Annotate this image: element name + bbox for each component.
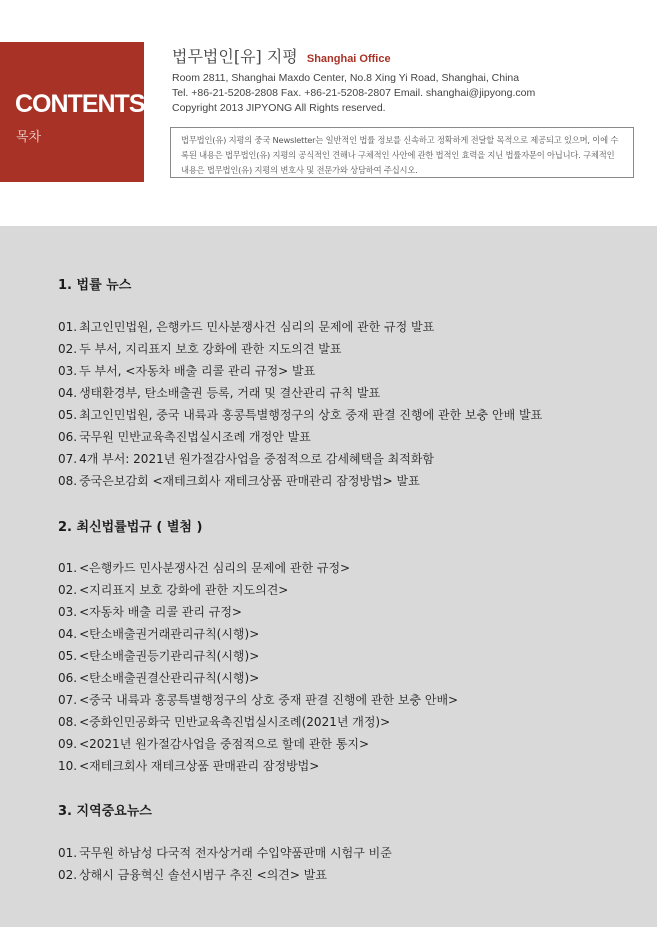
item-number: 03. <box>58 605 78 619</box>
item-text: 중국은보감회 <재테크회사 재테크상품 판매관리 잠정방법> 발표 <box>79 474 420 488</box>
item-text: 두 부서, 지리표지 보호 강화에 관한 지도의견 발표 <box>79 342 342 356</box>
item-text: 생태환경부, 탄소배출권 등록, 거래 및 결산관리 규칙 발표 <box>79 386 381 400</box>
item-number: 09. <box>58 737 78 751</box>
list-item <box>58 757 319 774</box>
list-item <box>58 472 420 489</box>
firm-title <box>172 44 391 67</box>
list-item <box>58 603 242 620</box>
contents-subtitle: 목차 <box>16 130 42 145</box>
contents-panel <box>0 226 657 927</box>
item-text: 국무원 민반교육촉진법실시조례 개정안 발표 <box>79 430 311 444</box>
list-item <box>58 691 458 708</box>
item-number: 01. <box>58 561 78 575</box>
item-text: <중화인민공화국 민반교육촉진법실시조례(2021년 개정)> <box>79 715 391 729</box>
contents-title: CONTENTS <box>15 90 145 118</box>
list-item <box>58 362 315 379</box>
item-number: 08. <box>58 715 78 729</box>
item-number: 02. <box>58 583 78 597</box>
item-text: 국무원 하남성 다국적 전자상거래 수입약품판매 시험구 비준 <box>79 846 392 860</box>
item-number: 06. <box>58 430 78 444</box>
section-title: 2. 최신법률법규 ( 별첨 ) <box>58 520 203 535</box>
item-text: 4개 부서: 2021년 원가절감사업을 중점적으로 감세혜택을 최적화함 <box>79 452 434 466</box>
list-item <box>58 735 369 752</box>
contents-banner <box>0 42 144 182</box>
item-number: 05. <box>58 408 78 422</box>
item-number: 10. <box>58 759 78 773</box>
item-text: <지리표지 보호 강화에 관한 지도의견> <box>79 583 289 597</box>
item-number: 01. <box>58 320 78 334</box>
item-number: 02. <box>58 342 78 356</box>
list-item <box>58 450 434 467</box>
item-text: 최고인민법원, 은행카드 민사분쟁사건 심리의 문제에 관한 규정 발표 <box>79 320 435 334</box>
item-number: 05. <box>58 649 78 663</box>
section-title: 3. 지역중요뉴스 <box>58 804 152 819</box>
office-name: Shanghai Office <box>306 53 391 65</box>
disclaimer-box: 법무법인(유) 지평의 중국 Newsletter는 일반적인 법률 정보를 신속하고 정확하게 전달할 목적으로 제공되고 있으며, 이에 수록된 내용은 법무법인(유) 지평의 공식적인 견해나 구체적인 사안에 관한 법적인 효력을 지닌 법률자문이 아닙니다. 구체적인 내용은 법무법인(유) 지평의 변호사 및 전문가와 상담하여 주십시오. <box>170 127 634 178</box>
item-number: 07. <box>58 693 78 707</box>
address: Room 2811, Shanghai Maxdo Center, No.8 Xing Yi Road, Shanghai, China <box>172 72 520 84</box>
list-item <box>58 340 341 357</box>
list-item <box>58 384 380 401</box>
firm-name: 법무법인[유] 지평 <box>172 47 298 66</box>
list-item <box>58 625 259 642</box>
list-item <box>58 866 327 883</box>
copyright: Copyright 2013 JIPYONG All Rights reserved. <box>172 102 386 114</box>
list-item <box>58 844 392 861</box>
item-text: <은행카드 민사분쟁사건 심리의 문제에 관한 규정> <box>79 561 351 575</box>
list-item <box>58 559 350 576</box>
item-text: <탄소배출권등기관리규칙(시행)> <box>79 649 260 663</box>
item-text: 두 부서, <자동차 배출 리콜 관리 규정> 발표 <box>79 364 316 378</box>
item-number: 03. <box>58 364 78 378</box>
list-item <box>58 647 259 664</box>
item-number: 07. <box>58 452 78 466</box>
list-item <box>58 669 259 686</box>
item-text: <탄소배출권거래관리규칙(시행)> <box>79 627 260 641</box>
item-number: 06. <box>58 671 78 685</box>
item-number: 08. <box>58 474 78 488</box>
list-item <box>58 581 288 598</box>
item-number: 02. <box>58 868 78 882</box>
item-number: 04. <box>58 627 78 641</box>
item-text: 상해시 금융혁신 솔선시범구 추진 <의견> 발표 <box>79 868 327 882</box>
item-number: 04. <box>58 386 78 400</box>
item-text: 최고인민법원, 중국 내륙과 홍콩특별행정구의 상호 중재 판결 진행에 관한 보충 안배 발표 <box>79 408 543 422</box>
item-number: 01. <box>58 846 78 860</box>
header <box>0 0 657 226</box>
list-item <box>58 713 390 730</box>
item-text: <중국 내륙과 홍콩특별행정구의 상호 중재 판결 진행에 관한 보충 안배> <box>79 693 459 707</box>
contact-info: Tel. +86-21-5208-2808 Fax. +86-21-5208-2807 Email. shanghai@jipyong.com <box>172 87 536 99</box>
item-text: <탄소배출권결산관리규칙(시행)> <box>79 671 260 685</box>
list-item <box>58 318 434 335</box>
item-text: <2021년 원가절감사업을 중점적으로 할데 관한 통지> <box>79 737 370 751</box>
section-title: 1. 법률 뉴스 <box>58 278 132 293</box>
list-item <box>58 428 311 445</box>
list-item <box>58 406 542 423</box>
item-text: <자동차 배출 리콜 관리 규정> <box>79 605 242 619</box>
item-text: <재테크회사 재테크상품 판매관리 잠정방법> <box>79 759 320 773</box>
